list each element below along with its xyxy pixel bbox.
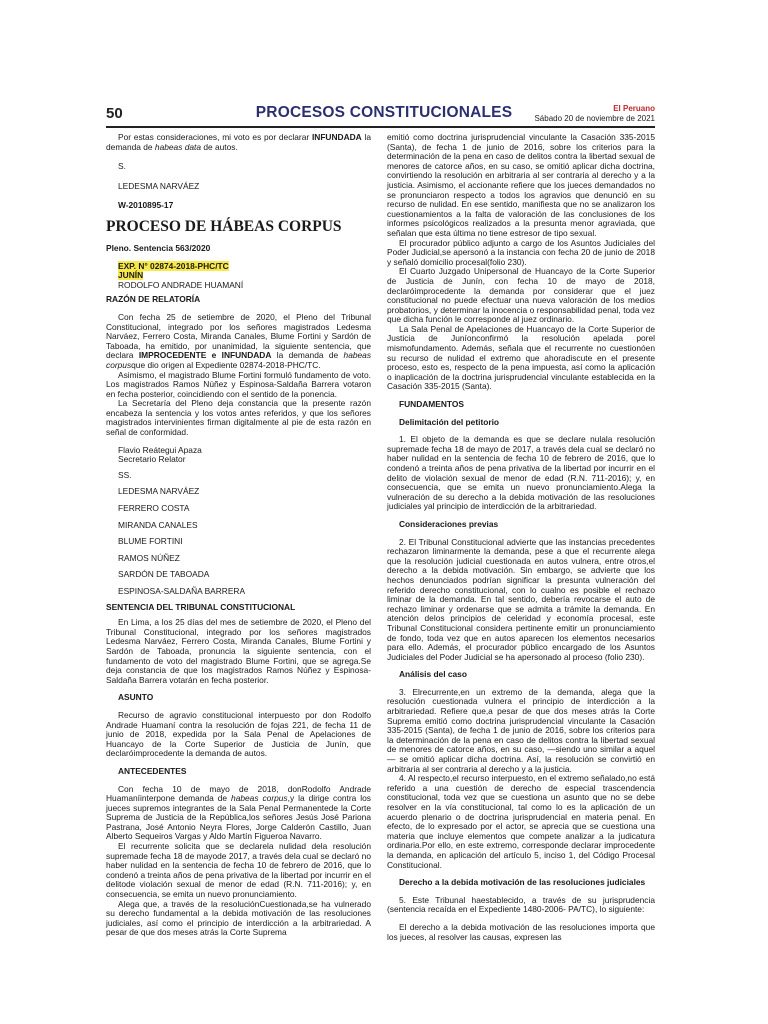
issue-date: Sábado 20 de noviembre de 2021 xyxy=(534,114,655,123)
section-title: PROCESOS CONSTITUCIONALES xyxy=(255,104,513,121)
asunto-paragraph: Recurso de agravio constitucional interpuesto por don Rodolfo Andrade Huamaní contra la resolución de fojas 221, de fecha 11 de junio de 2018, expedida por la Sala Penal de Apelaciones de Huancayo de la Corte Superior de Justicia de Junín, que declaróimprocedente la demanda de autos. xyxy=(106,709,371,759)
process-title: PROCESO DE HÁBEAS CORPUS xyxy=(106,217,342,235)
brand-name: El Peruano xyxy=(613,104,655,113)
judge-name: MIRANDA CANALES xyxy=(118,519,198,530)
judge-name: SARDÓN DE TABOADA xyxy=(118,569,210,580)
razon-paragraph-1: Con fecha 25 de setiembre de 2020, el Pleno del Tribunal Constitucional, integrado por los señores magistrados Ledesma Narváez, Ferrero Costa, Miranda Canales, Blume Fortini y Sardón de Taboada, ha emitido, por unanimidad, la siguiente sentencia, que declara IMPROCEDENTE e INFUNDADA la demanda de habeas corpusque dio origen al Expediente 02874-2018-PHC/TC. xyxy=(106,311,372,370)
fundamento-5: 5. Este Tribunal haestablecido, a través de su jurisprudencia (sentencia recaída en el Expediente 1480-2006- PA/TC), lo siguiente: xyxy=(387,894,655,915)
judge-name: BLUME FORTINI xyxy=(118,536,183,547)
judge-signature: LEDESMA NARVÁEZ xyxy=(118,180,200,191)
case-party: RODOLFO ANDRADE HUAMANÍ xyxy=(118,279,244,290)
analisis-heading: Análisis del caso xyxy=(399,669,467,680)
masthead-right xyxy=(534,104,655,124)
antecedentes-paragraph-3: Alega que, a través de la resoluciónCuestionada,se ha vulnerado su derecho fundamental a la debida motivación de las resoluciones judiciales, así como el principio de interdicción a la arbitrariedad. A pesar de que dos meses atrás la Corte Suprema xyxy=(106,898,371,938)
case-number: EXP. N° 02874-2018-PHC/TC xyxy=(118,260,229,271)
sala-paragraph: La Sala Penal de Apelaciones de Huancayo de la Corte Superior de Justicia de Juníonconfirmó la resolución apelada porel mismofundamento. Además, señala que el recurrente no cuestionóen su recurso de nulidad el extremo que ahoradiscute en el presente proceso, esto es, respecto de la pena impuesta, así como la aplicación o inaplicación de la doctrina jurisprudencial vinculante establecida en la Casación 335-2015 (Santa). xyxy=(387,323,655,392)
razon-heading: RAZÓN DE RELATORÍA xyxy=(106,294,201,305)
sentencia-heading: SENTENCIA DEL TRIBUNAL CONSTITUCIONAL xyxy=(106,601,296,612)
antecedentes-paragraph-1: Con fecha 10 de mayo de 2018, donRodolfo Andrade Huamaníinterpone demanda de habeas corpus,y la dirige contra los jueces supremos integrantes de la Sala Penal Permanentede la Corte Suprema de Justicia de la República,los señores Jesús José Pariona Pastrana, José Antonio Neyra Flores, Jorge Calderón Castillo, Juan Alberto Sequeiros Vargas y Aldo Martín Figueroa Navarro. xyxy=(106,783,371,842)
fundamento-3: 3. Elrecurrente,en un extremo de la demanda, alega que la resolución cuestionada vulnera el principio de interdicción a la arbitrariedad. Refiere que,a pesar de que dos meses atrás la Corte Suprema emitió como doctrina jurisprudencial vinculante la Casación 335-2015 (Santa), de fecha 1 de junio de 2016, sobre los criterios para la determinación de la pena en caso de delitos contra la libertad sexual de menores de catorce años, en su caso, —siendo uno similar a aquel— se omitió aplicar dicha doctrina. Así, la resolución se convirtió en arbitraria al ser contraria al derecho y a la justicia. xyxy=(387,686,655,774)
pleno-sentence: Pleno. Sentencia 563/2020 xyxy=(106,242,211,253)
signer-name: Flavio Reátegui Apaza xyxy=(118,444,202,455)
fundamentos-heading: FUNDAMENTOS xyxy=(399,399,464,410)
case-place: JUNÍN xyxy=(118,270,144,281)
asunto-heading: ASUNTO xyxy=(118,692,154,703)
fundamento-6: El derecho a la debida motivación de las resoluciones importa que los jueces, al resolver las causas, expresen las xyxy=(387,921,655,942)
consideraciones-heading: Consideraciones previas xyxy=(399,518,499,529)
signature-s: S. xyxy=(118,161,126,172)
derecho-heading: Derecho a la debida motivación de las resoluciones judiciales xyxy=(399,877,646,888)
judge-name: RAMOS NÚÑEZ xyxy=(118,552,180,563)
left-column xyxy=(106,133,371,938)
antecedentes-paragraph-2: El recurrente solicita que se declarela nulidad dela resolución supremade fecha 18 de mayode 2017, a través dela cual se declaró no haber nulidad en la sentencia de fecha 10 de febrero de 2016, que lo condenó a treinta años de pena privativa de la libertad por incurrir en el delitode violación sexual de menor de edad (R.N. 711-2016); y, en consecuencia, se emita un nuevo pronunciamiento. xyxy=(106,841,371,900)
delimitacion-heading: Delimitación del petitorio xyxy=(399,416,500,427)
fundamento-1: 1. El objeto de la demanda es que se declare nulala resolución supremade fecha 18 de mayo de 2017, a través dela cual se declaró no haber nulidad en la sentencia de fecha 10 de febrero de 2016, que lo condenó a treinta años de pena privativa de la libertad por incurrir en el delito de violación sexual de menor de edad (R.N. 711-2016); y, en consecuencia, que se emita un nuevo pronunciamiento.Alega la vulneración de su derecho a la debida motivación de las resoluciones judiciales yal principio de interdicción de la arbitrariedad. xyxy=(387,434,655,512)
razon-paragraph-2: Asimismo, el magistrado Blume Fortini formuló fundamento de voto. Los magistrados Ramos Núñez y Espinosa-Saldaña Barrera votaron en fecha posterior, coincidiendo con el sentido de la ponencia. xyxy=(106,369,371,399)
judge-name: LEDESMA NARVÁEZ xyxy=(118,486,200,497)
header-rule xyxy=(106,126,655,128)
fundamento-2: 2. El Tribunal Constitucional advierte que las instancias precedentes rechazaron liminarmente la demanda, pese a que el recurrente alega que la resolución judicial cuestionada en autos vulnera, entre otros,el derecho a la debida motivación. Sin embargo, se advierte que los hechos denunciados podrían significar la presunta vulneración del referido derecho constitucional, con lo cualno es posible el rechazo liminar de la demanda. En tal sentido, debería revocarse el auto de rechazo liminar y ordenarse que se admita a trámite la demanda. En atención delos principios de celeridad y economía procesal, este Tribunal Constitucional considera pertinente emitir un pronunciamiento de fondo, toda vez que en autos aparecen los elementos necesarios para ello. Además, el procurador público encargado de los Asuntos Judiciales del Poder Judicial se ha apersonado al proceso (folio 230). xyxy=(387,536,655,662)
antecedentes-heading: ANTECEDENTES xyxy=(118,765,187,776)
razon-paragraph-3: La Secretaría del Pleno deja constancia que la presente razón encabeza la sentencia y los votos antes referidos, y que los señores magistrados intervinientes firman digitalmente al pie de esta razón en señal de conformidad. xyxy=(106,398,371,438)
document-code: W-2010895-17 xyxy=(118,200,174,211)
judge-name: ESPINOSA-SALDAÑA BARRERA xyxy=(118,586,246,596)
intro-vote-paragraph: Por estas consideraciones, mi voto es por declarar INFUNDADA la demanda de habeas data de autos. xyxy=(106,132,372,152)
ss-label: SS. xyxy=(118,469,132,480)
juzgado-paragraph: El Cuarto Juzgado Unipersonal de Huancayo de la Corte Superior de Justicia de Junín, con fecha 10 de mayo de 2018, declaróimprocedente la demanda por considerar que el juez constitucional no puede efectuar una nueva valoración de los medios probatorios, y determinar la inocencia o responsabilidad penal, toda vez que dicha función le corresponde al juez ordinario. xyxy=(387,266,655,325)
continued-paragraph: emitió como doctrina jurisprudencial vinculante la Casación 335-2015 (Santa), de fecha 1 de junio de 2016, sobre los criterios para la determinación de la pena en caso de delitos contra la libertad sexual de menores de catorce años, en su caso, se omitió aplicar dicha doctrina, convirtiendo la resolución en arbitraria al ser contraria al derecho y a la justicia. Asimismo, el accionante refiere que los jueces demandados no se pronunciaron respecto a todos los agravios que denunció en su recurso de nulidad. En ese sentido, manifiesta que no se analizaron los cuestionamientos a la falta de valoración de las conclusiones de los informes psicológicos realizados a la presunta menor agraviada, que señalan que esta última no tiene estresor de tipo sexual. xyxy=(387,132,655,238)
sentencia-paragraph: En Lima, a los 25 días del mes de setiembre de 2020, el Pleno del Tribunal Constitucional, integrado por los señores magistrados Ledesma Narváez, Ferrero Costa, Miranda Canales, Blume Fortini y Sardón de Taboada, pronuncia la siguiente sentencia, con el fundamento de voto del magistrado Blume Fortini, que se agrega.Se deja constancia de que los magistrados Ramos Núñez y Espinosa-Saldaña Barrera votarán en fecha posterior. xyxy=(106,617,371,685)
signer-role: Secretario Relator xyxy=(118,454,186,465)
judge-name: FERRERO COSTA xyxy=(118,503,190,514)
page-number: 50 xyxy=(106,105,123,122)
fundamento-4: 4. Al respecto,el recurso interpuesto, en el extremo señalado,no está referido a una cuestión de derecho de especial trascendencia constitucional, toda vez que se cuestiona un asunto que no se debe resolver en la vía constitucional, tal como lo es la aplicación de un acuerdo plenario o de doctrina jurisprudencial en materia penal. En efecto, de lo expresado por el actor, se aprecia que se cuestiona una materia que incluye elementos que compete analizar a la judicatura ordinaria.Por ello, en este extremo, corresponde declarar improcedente la demanda, en aplicación del artículo 5, inciso 1, del Código Procesal Constitucional. xyxy=(387,773,655,870)
right-column xyxy=(387,133,655,942)
procurador-paragraph: El procurador público adjunto a cargo de los Asuntos Judiciales del Poder Judicial,se apersonó a la instancia con fecha 20 de junio de 2018 y señaló domicilio procesal(folio 230). xyxy=(387,237,655,267)
